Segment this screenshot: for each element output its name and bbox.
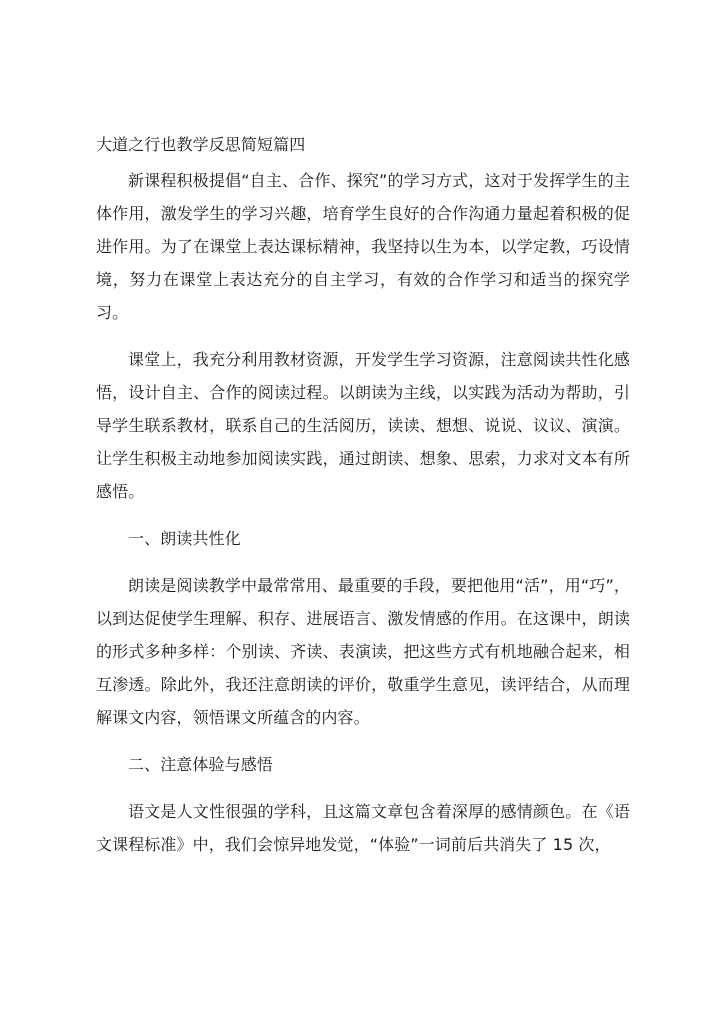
paragraph: 新课程积极提倡“自主、合作、探究”的学习方式，这对于发挥学生的主体作用，激发学生的学习兴趣，培育学生良好的合作沟通力量起着积极的促进作用。为了在课堂上表达课标精神，我坚持以生为本，以学定教，巧设情境，努力在课堂上表达充分的自主学习，有效的合作学习和适当的探究学习。 [96,171,630,322]
document-body [96,128,630,875]
document-title: 大道之行也教学反思简短篇四 [96,135,306,154]
section-heading: 二、注意体验与感悟 [128,755,273,774]
paragraph: 朗读是阅读教学中最常常用、最重要的手段，要把他用“活”，用“巧”，以到达促使学生理解、积存、进展语言、激发情感的作用。在这课中，朗读的形式多种多样：个别读、齐读、表演读，把这些方式有机地融合起来，相互渗透。除此外，我还注意朗读的评价，敬重学生意见，读评结合，从而理解课文内容，领悟课文所蕴含的内容。 [96,576,630,727]
paragraph: 语文是人文性很强的学科，且这篇文章包含着深厚的感情颜色。在《语文课程标准》中，我们会惊异地发觉，“体验”一词前后共消失了 15 次， [96,802,630,854]
paragraph: 课堂上，我充分利用教材资源，开发学生学习资源，注意阅读共性化感悟，设计自主、合作的阅读过程。以朗读为主线，以实践为活动为帮助，引导学生联系教材，联系自己的生活阅历，读读、想想、说说、议议、演演。让学生积极主动地参加阅读实践，通过朗读、想象、思索，力求对文本有所感悟。 [96,350,630,501]
section-heading: 一、朗读共性化 [128,529,241,548]
